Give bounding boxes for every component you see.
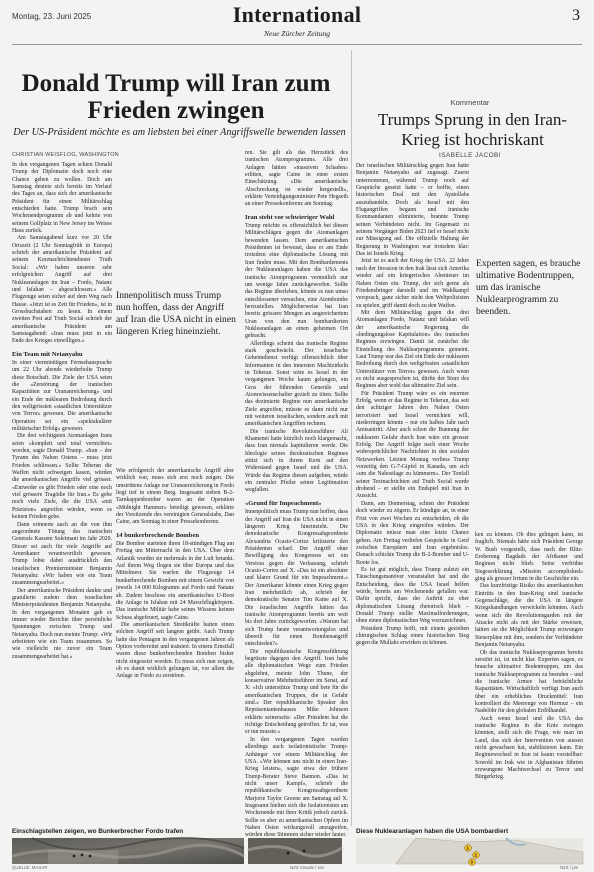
paragraph: In den vergangenen Tagen schien Donald Trump der Diplomatie doch noch eine Chance geben zu wollen. Doch am Samstag deutete sich bereits im Verlauf des Tages an, dass sich der amerikanische Präsident für einen Militärschlag entschieden hatte. Trump brach sein Wochenendprogramm ab und kehrte von seinem Golfplatz in New Jersey ins Weisse Haus zurück. — [12, 162, 112, 235]
paragraph: In den vergangenen Tagen wurden allerdings auch isolationistische Trump-Anhänger vor einem Militärschlag der USA. «Wir können uns nicht in einen Iran-Krieg leisten», sagte etwa der frühere Trump-Berater Steve Bannon. «Das ist nicht unser Kampf», schrieb die republikanische Kongressabgeordnete Marjorie Taylor Greene am Samstag auf X. Insgesamt hielten sich die Isolationisten am Wochenende mit ihrer Kritik jedoch zurück. Sollte es aber zu amerikanischen Opfern im Nahen Osten wirkungsvoll anzugreifen, würden diese Stimmen sicher wieder lauter. — [245, 736, 348, 839]
paragraph: Die republikanische Kongressführung begrüsste dagegen den Angriff. Iran habe alle diplomatischen Wege zum Frieden abgelehnt, meinte John Thune, der konservative Mehrheitsführer im Senat, auf X: «Ich unterstütze Trump und bete für die amerikanischen Truppen, die in Gefahr sind.» Der republikanische Speaker des Repräsentantenhauses Mike Johnson erklärte seinerseits: «Der Präsident hat die richtige Entscheidung getroffen. Er tat, was er tun musste.» — [245, 648, 348, 736]
paragraph: Der amerikanische Präsident dankte und gratulierte zudem dem israelischen Ministerpräsidenten Benjamin Netanyahu. In den vergangenen Monaten gab es immer wieder Berichte über persönliche Spannungen zwischen Trump und Netanyahu. Doch nun meinte Trump: «Wir arbeiteten wie ein Team zusammen. So wie vielleicht nie zuvor ein Team zusammengearbeitet hat.» — [12, 587, 112, 660]
column-divider — [351, 50, 352, 826]
satellite-credit: NZZ Visuals / sns — [290, 865, 325, 870]
newspaper-name: Neue Zürcher Zeitung — [264, 29, 330, 38]
satellite-figure-caption: Einschlagstellen zeigen, wo Bunkerbrecher Fordo trafen — [12, 828, 184, 835]
page-number: 3 — [572, 7, 580, 24]
paragraph: Die drei wichtigsten Atomanlagen Irans seien «komplett und total vernichtet» worden, sagte Donald Trump. «Iran – der Tyrann des Nahen Ostens – muss jetzt Frieden schliessen.» Sollte Teheran die Waffen nicht schweigen lassen, würden die amerikanischen Angriffe viel grösser. «Entweder es gibt Frieden oder eine noch viel grössere Tragödie für Iran.» Es gebe noch viele Ziele, die die USA «mit Präzision» angreifen würden, wenn es keinen Frieden gebe. — [12, 433, 112, 521]
paragraph: ren. Sie gilt als das Herzstück des iranischen Atomprogramms. Alle drei Anlagen hätten «massiven Schaden» erlitten, sagte Caine in einer ersten Einschätzung. «Die amerikanische Abschreckung ist wieder hergestellt», erklärte Verteidigungsminister Pete Hegseth an einer Pressekonferenz am Sonntag. — [245, 150, 348, 208]
paragraph: Allerdings scheint das iranische Regime stark geschwächt. Der israelische Geheimdienst verfügt offensichtlich über Informanten in den innersten Machtzirkeln in Teheran. Sonst wäre es Israel in der vergangenen Woche kaum gelungen, ein Gros der führenden Generäle und Atomwissenschafter gezielt zu töten. Sollte das dezimierte Regime nun amerikanische Ziele angreifen, müsste es dann nicht nur mit weiteren israelischen, sondern auch mit amerikanischen Angriffen rechnen. — [245, 340, 348, 428]
subheading: Ein Team mit Netanyahu — [12, 350, 83, 358]
map-marker-3: 3 — [470, 859, 473, 865]
paragraph: Das kurzfristige Risiko des amerikanischen Eintritts in den Iran-Krieg sind iranische Gegenschläge, die die USA in längere Kriegshandlungen verwickeln könnten. Auch wenn sich die Revolutionsgarden mit der Attacke nicht als mit der Stärke erweisen, hätten sie die Möglichkeit Trump erzwungen Steuerpläne mit ihm, sondern der Verbündeter Benjamin Netanyahu. — [475, 583, 583, 649]
paragraph: Mit dem Militärschlag gegen die drei Atomanlagen Fordo, Natanz und Isfahan will der amerikanische Regierung die «bedingungslose Kapitulation» des iranischen Regimes erzwingen. Damit ist zunächst die Einstellung des Nuklearprogramms gemeint. Laut Trump war das Ziel ein Ende der nuklearen Bedrohung durch den weltgrössten «staatlichen Unterstützer von Terror» gewesen. Auch wenn es nicht ausgesprochen ist, dürfte der Sturz des Regimes aber wohl das ultimative Ziel sein. — [356, 309, 469, 390]
paragraph: Der israelischen Militärschlag gegen Iran hatte Benjamin Netanyahu auf zugesagt. Zuerst unternommen, während Trump noch auf Gespräche gesetzt hatte – er hoffte, einen historischen Deal mit den Ayatollahs auszuhandeln. Doch als Israel mit den Flugangriffen begann und iranische Kommandanten eliminierte, brannte Trump seinen Verbündeten nicht. Im Gegensatz zu seinem Vorgänger Biden 2023 tief er Israel nicht zur Mässigung auf. Die offizielle Haltung der Regierung in Washington war trotzdem klar: Das ist Israels Krieg. — [356, 163, 469, 258]
article-column-3 — [245, 150, 348, 839]
paragraph: Es ist gut möglich, dass Trump zuletzt ein Täuschungsmanöver veranstaltet hat und die Entscheidung, dass die USA Israel helfen würde, bereits am Wochenende gefallen war. Dafür spricht, dass der Auftritt zu eher diplomatischen Lösung rhetorisch blieb – Donald Trump stellte Maximalforderungen, ohne einen diplomatischen Weg vorzuzeichnen. — [356, 566, 469, 625]
paragraph: Wie erfolgreich der amerikanische Angriff aber wirklich war, muss sich erst noch zeigen. Die umstrittene Anlage zur Urananreicherung in Fordo liegt tief in einem Berg. Insgesamt sieben B-2-Tarnkappenbomber waren an der Operation «Midnight Hammer» beteiligt gewesen, erklärte der Vorsitzende des vereinigten Generalstabs, Dan Caine, am Sonntag in einer Pressekonferenz. — [116, 468, 234, 526]
paragraph: Innenpolitisch muss Trump nun hoffen, dass der Angriff auf Iran die USA nicht in einen längeren Krieg hineinzieht. Die demokratische Kongressabgeordnete Alexandria Ocasio-Cortez kritisierte den Präsidenten scharf. Der Angriff ohne Bewilligung des Kongresses sei ein Verstoss gegen die Verfassung, schrieb Ocasio-Cortez auf X. «Das ist ein absoluter und klarer Grund für ein Impeachment.» Der Amerikaner könnte einen Krieg gegen Iran mehrheitlich ab, schrieb der demokratische Senator Tim Kaine auf X. Die israelischen Angriffe hätten das iranische Atomprogramm bereits um weit bis drei Jahre zurückgeworfen. «Warum hat sich Trump heute verantwortungslos und übereilt für einen Bombenangriff entschieden?» — [245, 509, 348, 648]
paragraph: Am Samstagabend kurz vor 20 Uhr Ortszeit (2 Uhr Sonntagfrüh in Europa) schrieb der amerikanische Präsident auf seinem Kurznachrichtendienst Truth Social: «Wir haben unseren sehr erfolgreichen Angriff auf drei Nuklearanlagen im Iran – Fordo, Natanz und Isfahan – abgeschlossen.» Alle Flugzeuge seien sicher auf dem Weg nach Hause. «Jetzt ist es Zeit für Frieden», ist in Grossbuchstaben zu lesen. In einem zweiten Post auf Truth Social schrieb der amerikanische Präsident am Samstagabend: «Iran muss jetzt in ein Ende des Krieges einwilligen.» — [12, 235, 112, 345]
map-figure-caption: Diese Nuklearanlagen haben die USA bombardiert — [356, 828, 509, 835]
paragraph: Die amerikanischen Streitkräfte hatten einen solchen Angriff seit langem geübt. Auch Trump hatte das Pentagon in den vergangenen Jahren als Option vorbereitet und trainiert. In einem Ernstfall waren diese bunkerbrechenden Bomben bisher nicht eingesetzt worden. Es muss sich nun zeigen, ob es damit wirklich gelungen ist, vor allem die Anlage in Fordo zu zerstören. — [116, 621, 234, 680]
map-marker-2: 2 — [474, 852, 477, 858]
satellite-image-detail — [248, 838, 342, 864]
article-column-2 — [116, 468, 234, 828]
header-rule — [12, 44, 582, 45]
commentary-column-1 — [356, 163, 469, 827]
paragraph: Dann, am Donnerstag, schien der Präsident doch wieder zu zögern. Er kündigte an, in einer Frist von zwei Wochen zu entscheiden, ob die USA in den Krieg eingreifen würden. Der Diplomatie müsse man eine letzte Chance geben. Am Freitag verliefen Gespräche in Genf zwischen Europäern und Iran ergebnislos. Danach schickte Trump die B-2-Bomber und U-Boote los. — [356, 500, 469, 566]
paragraph: Ob das iranische Nuklearprogramm bereits zerstört ist, ist nicht klar. Experten sagen, es brauche ultimative Bodentruppen, um das iranische Nuklearprogramm zu beenden – und die iranische Armee hat beträchtliche Kapazitäten. Wirtschaftlich verfügt Iran auch über ein erhebliches Druckmittel: Iran kontrolliert die Meerenge von Hormuz – ein Nadelöhr für den globalen Erdölhandel. — [475, 649, 583, 715]
section-title: International — [232, 2, 362, 27]
commentary-column-2 — [475, 532, 583, 827]
paragraph: ken zu können. Ob dies gelingen kann, ist fraglich. Niemals hätte sich Präsident George W. Bush vorgestellt, dass nach der Blitz-Eroberung Bagdads der Afrikaner und Regimes nicht blieb. Seine verfrühte Siegeserklärung «Mission accomplished» ging als grosser Irrtum in die Geschichte ein. — [475, 532, 583, 583]
issue-date: Montag, 23. Juni 2025 — [12, 12, 92, 21]
paragraph: Auch wenn Israel und die USA das iranische Regime in die Knie zwingen könnten, stellt sich die Frage, wie man im Land, das sich der Intervention von aussen nicht gewachsen hat, stabilisieren kann. Ein Regimewechsel in Iran ist kaum vorstellbar: Sowohl im Irak wie in Afghanistan führten erzwungene Machtwechsel zu Terror und Bürgerkrieg. — [475, 715, 583, 781]
subheading: Iran steht vor schwieriger Wahl — [245, 213, 335, 221]
article-column-1 — [12, 162, 112, 827]
paragraph: Die iranische Revolutionsführer Ali Khamenei hatte kürzlich noch klargemacht, dass Iran niemals kapitulieren werde. Die Ideologie seines theokratischen Regimes stützt sich in ihrem Kern auf den Widerstand gegen Israel und die USA. Würde das Regime diesen aufgeben, würde ein zentraler Pfeiler seiner Legitimation wegfallen. — [245, 428, 348, 494]
map-marker-1: 1 — [466, 845, 469, 851]
paragraph: Jetzt ist es auch der Krieg der USA. 22 Jahre nach der Invasion in den Irak lässt sich Amerika wieder auf ein kriegerisches Abenteuer im Nahen Osten ein. Trump, der sich gerne als Friedensbringer darstellt und im Wahlkampf versprach, ganz sicher nicht den Weltpolizisten zu spielen, griff damit doch zu den Waffen. — [356, 258, 469, 309]
paragraph: In einer vierminütigen Fernsehansprache um 22 Uhr abends wiederholte Trump diese Botschaft. Die Ziele der USA seien die «Zerstörung der iranischen Kapazitäten zur Urananreicherung» und ein Ende der nuklearen Bedrohung durch den weltgrössten «staatlichen Unterstützer von Terror» gewesen. Die amerikanische Operation sei ein «spektakulärer militärischer Erfolg» gewesen. — [12, 359, 112, 433]
commentary-title: Trumps Sprung in den Iran-Krieg ist hochriskant — [377, 110, 568, 149]
paragraph: Für Präsident Trump wäre es ein enormer Erfolg, wenn er das Regime in Teheran, das seit den achtziger Jahren den Nahen Osten terrorisiert und Israel vernichten will, niederringen könnte – nur ein halbes Jahr nach Amtsantritt. Aber auch schon die Bannung der nuklearen Gefahr durch Iran wäre ein grosser Erfolg. Der Angriff folgte nach einer Woche widersprüchlicher Nachrichten in den sozialen Netzwerken. Letzten Montag verliess Trump vorzeitig den G-7-Gipfel in Kanada, um sich «um die Nahostlage zu kümmern». Der Tonfall seiner Textnachrichten auf Truth Social wurde drohend – er stellte ein Endspiel mit Iran in Aussicht. — [356, 390, 469, 500]
paragraph: Präsident Trump hofft, mit einem gezielten chirurgischen Schlag einen historischen Sieg gegen die Mullahs erwirken zu können. — [356, 625, 469, 647]
subheading: 14 bunkerbrechende Bomben — [116, 531, 200, 539]
article-headline: Donald Trump will Iran zum Frieden zwingen — [21, 70, 331, 124]
satellite-source: QUELLE: MAXAR — [12, 865, 48, 870]
map-credit: NZZ / pm — [560, 865, 579, 870]
article-byline: CHRISTIAN WEISFLOG, WASHINGTON — [12, 152, 119, 158]
paragraph: Trump möchte es offensichtlich bei diesen Militärschlägen gegen die Atomanlagen bewenden lassen. Dem amerikanischen Präsidenten ist bewusst, dass er am Ende trotzdem eine diplomatische Lösung mit Iran finden muss. Mit den Bombardements der Nuklearanlagen haben die USA das iranische Atomprogramm vermutlich nur um wenige Jahre zurückgeworfen. Sollte das Regime überleben, könnte es nun umso entschlossener versuchen, eine Atombombe herzustellen. Möglicherweise hat Iran bereits grössere Mengen an angereichertem Uran von den nun bombardierten Nuklearanlagen an einen geheimen Ort gebracht. — [245, 223, 348, 340]
commentary-pull-quote: Experten sagen, es brauche ultimative Bodentruppen, um das iranische Nuklearprogramm zu beenden. — [476, 258, 581, 317]
paragraph: Dann erinnerte auch an die von ihm angeordnete Tötung des iranischen Generals Kassem Soleimani im Jahr 2020. Dieser sei auch für viele Angriffe auf Amerikaner verantwortlich gewesen. Trump lobte dabei ausdrücklich den israelischen Premierminister Benjamin Netanyahu: «Wir haben wie ein Team zusammengearbeitet.» — [12, 521, 112, 587]
paragraph: Die Bomber starteten ihren 18-stündigen Flug am Freitag um Mitternacht in den USA. Über dem Atlantik wurden sie mehrmals in der Luft betankt. Auf ihrem Weg flogen sie über Europa und das Mittelmeer. Sie warfen die Flugzeuge 14 bunkerbrechende Bomben mit einem Gewicht von jeweils 14 000 Kilogramm auf Fordo und Natanz ab. Zudem beschoss ein amerikanisches U-Boot die Anlage in Isfahan mit 24 Marschflugkörpern. Das iranische Militär habe seines Wissens keinen Schuss abgefeuert, sagte Caine. — [116, 541, 234, 621]
commentary-kicker: Kommentar — [450, 98, 490, 107]
iran-map — [356, 838, 583, 864]
commentary-author: ISABELLE JACOBI — [439, 152, 501, 159]
satellite-image — [12, 838, 244, 864]
article-pull-quote: Innenpolitisch muss Trump nun hoffen, dass der Angriff auf Iran die USA nicht in einen längeren Krieg hineinzieht. — [116, 290, 236, 337]
subheading: «Grund für Impeachment» — [245, 499, 322, 507]
article-dek: Der US-Präsident möchte es am liebsten bei einer Angriffswelle bewenden lassen — [13, 127, 346, 138]
